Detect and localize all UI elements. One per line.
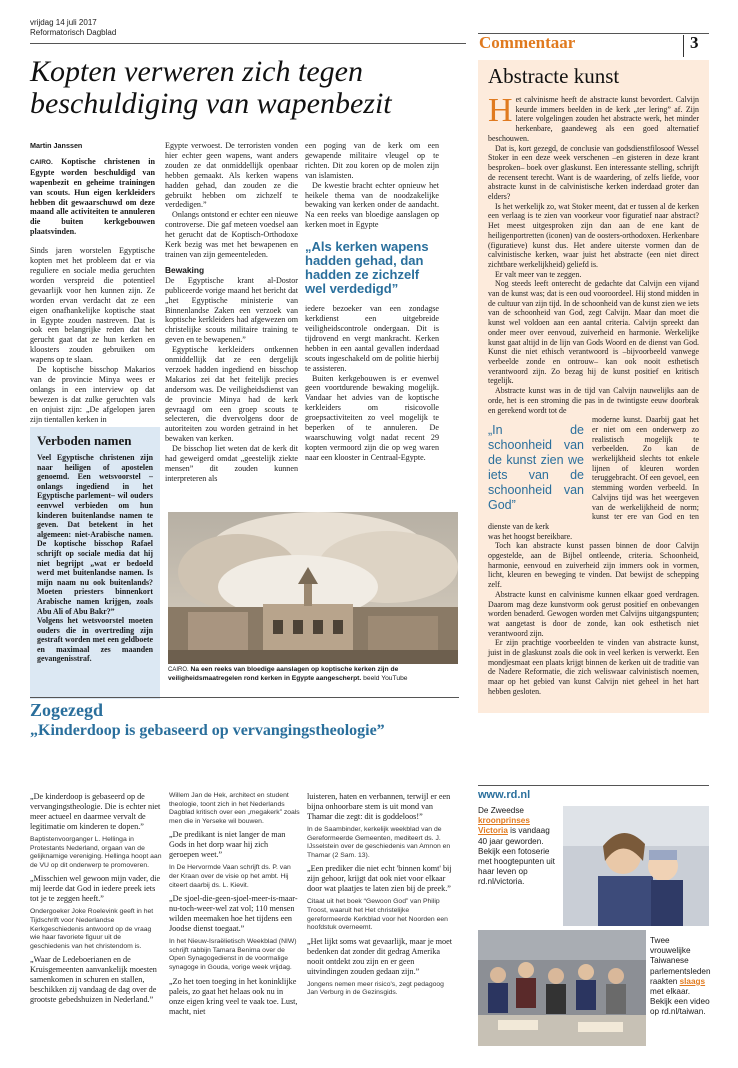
commentaar-title: Abstracte kunst [488,64,620,88]
quote-source: Willem Jan de Hek, architect en student theologie, toont zich in het Nederlands Dagblad kritisch over een „megakerk” zoals men die in Yerseke wil bouwen. [169,792,300,825]
web-item-victoria[interactable]: De Zweedse kroonprinses Victoria is vandaag 40 jaar geworden. Bekijk een fotoserie met hoogtepunten uit haar leven op rd.nl/victoria. [478,806,555,887]
paragraph: Nog steeds leeft onterecht de gedachte dat Calvijn een vijand van de kunst was; dat is een oud vooroordeel. Hij stond midden in de cultuur van zijn tijd. In de schoonheid van de kunst zien we iets van de schoonheid van God, zegt Calvijn. Maar dan moet die kunst wel voldoen aan een aantal criteria. Calvijn spreekt dan onder meer over eenvoud, zuiverheid en harmonie. Werkelijke kunst gaat altijd in de lijn van Gods Woord en de dienst van God. Kunst die niet ethisch verantwoord is –bijvoorbeeld vanwege verbeelde zonde en ontrouw– kan ook nooit esthetisch verantwoord zijn. Zo bezag hij de kunst positief en kritisch tegelijk. [488,279,699,386]
paragraph: Abstracte kunst en calvinisme kunnen elkaar goed verdragen. Daarom mag deze kunstvorm ook gerust positief en onbevangen worden benaderd. Gewogen worden met Calvijns uitgangspunten; wat aangetast is door de zonde, kan ook esthetisch niet verantwoord zijn. [488,589,699,638]
quote-source: Ondergoeker Joke Roelevink geeft in het Tijdschrift voor Nederlandse Kerkgeschiedenis antwoord op de vraag wie haar favoriete figuur uit de geschiedenis van het christendom is. [30,908,154,950]
byline: Martin Janssen [30,141,83,150]
zogezegd-title: Zogezegd [30,700,103,720]
paragraph: Is het werkelijk zo, wat Stoker meent, dat er tussen al de kerken een verlaag is te zien van voorkeur voor figuratief naar abstract? Het meest uitgesproken zijn dan aan de ene kant de heiligenportretten (iconen) van de oosters-orthodoxen. Herkenbare (figuratieve) kunst dus. Het andere uiterste vormen dan de calvinistische kerken, waar juist het abstracte (een niet direct zichtbare werkelijkheid) geliefd is. [488,201,699,269]
paragraph: Egyptische kerkleiders ontkennen onmiddellijk dat ze een dergelijk verzoek hadden ingediend en bisschop Makarios zei dat het feitelijk precies andersom was. De veiligheidsdienst van de provincie Minya had de kerk gevraagd om een groep scouts te selecteren, die dvervolgens door de autoriteiten zou worden getraind in het bewaken van kerken. [165,345,298,444]
sidebar-title: Verboden namen [37,433,132,448]
quote: „Zo het toen toeging in het koninklijke paleis, zo gaat het helaas ook nu in onze eigen kring veel te vaak toe. Lust, macht, niet [169,976,298,1016]
page-number-divider [683,35,684,57]
victoria-link[interactable]: kroonprinses Victoria [478,816,530,836]
paragraph: De kwestie bracht echter opnieuw het heikele thema van de noodzakelijke bewaking van kerken onder de aandacht. Na een reeks van bloedige aanslagen op kerken moet in Egypte [305,180,439,230]
pullquote-wrap [488,415,699,531]
quote: „De sjoel-die-geen-sjoel-meer-is-maar-nu-toch-weer-wel zat vol; 110 mensen wilden meemaken hoe het tijdens een Joodse dienst toegaat.” [169,894,298,934]
quote-source: In de Saambinder, kerkelijk weekblad van de Gereformeerde Gemeenten, mediteert ds. J. IJsselstein over de geschiedenis van Amnon en Thamar (2 Sam. 13). [307,826,451,859]
paragraph: De koptische bisschop Makarios van de provincie Minya wees er onlangs in een interview op dat bewezen is dat zulke geruchten vals en onjuist zijn: „De afgelopen jaren zijn tientallen kerken in [30,365,155,424]
quote-source: In De Hervormde Vaan schrijft ds. P. van der Kraan over de visie op het ambt. Hij citeert daarbij ds. L. Kievit. [169,864,291,889]
quote-source: In het Nieuw-Israëlietisch Weekblad (NIW) schrijft rabbijn Tamara Benima over de Open Synagogedienst in de voormalige synagoge in Gouda, vorige week vrijdag. [169,938,297,971]
section-label: Commentaar [479,33,576,52]
quote: „De predikant is niet langer de man Gods in het dorp waar hij zich geroepen weet.” [169,830,286,860]
paragraph: moderne kunst. Daarbij gaat het er niet om een onderwerp zo realistisch mogelijk te verbeelden. Zo kan de werkelijkheid slechts tot enkele lijnen of kleuren worden teruggebracht. Of een gevoel, een stemming worden verbeeld. In Calvijns tijd was het weergeven van de werkelijkheid de norm; kunst ter ere van God en ten dienste van de kerk [488,415,699,531]
web-rule [478,785,709,786]
victoria-photo[interactable] [563,806,709,926]
zogezegd-col-3 [307,792,455,1002]
paragraph: Dat is, kort gezegd, de conclusie van godsdienstfilosoof Wessel Stoker in een deze week verschenen –en gisteren in deze krant besproken– boek over glaskunst. Een interessante stelling, schrijft de recensent terecht. Want is de waardering, of zelfs liefde, voor abstracte kunst in de calvinistische kerken inderdaad groter dan elders? [488,143,699,202]
paragraph: een poging van de kerk om een gewapende militaire vleugel op te richten. Dit zou koren op de molen zijn van islamisten. [305,141,439,180]
sidebar-body: Veel Egyptische christenen zijn naar heiligen of apostelen genoemd. Een wetsvoorstel –onlangs ingediend in het Egyptische parlement– wil ouders eenvwel verbieden om hun kinderen buitenlandse namen te geven. Dat betekent in het algemeen: niet-Arabische namen. De koptische bisschop Rafael schrijft op sociale media dat hij niet begrijpt „wat er bedoeld werd met buitenlandse namen. Is mijn naam nu ook buitenlands? Moeten priesters binnenkort Arabische namen krijgen, zoals Abu Ali of Abu Bakr?” Volgens het wetsvoorstel moeten ouders die in overtreding zijn gestraft worden met een geldboete en maximaal zes maanden gevangenisstraf. [37,453,153,664]
quote-source: Citaat uit het boek “Gewoon God” van Philip Troost, waaruit het Het christelijke gereformeerde Kerkblad voor het Noorden een hoofdstuk overneemt. [307,898,448,932]
taiwan-link[interactable]: slaags [679,976,706,986]
paragraph: Sinds jaren worstelen Egyptische kopten met het probleem dat er via reguliere en sociale media geruchten worden verspreid die potentieel gevaarlijk voor hen kunnen zijn. Ze worden ervan verdacht dat ze een eigen onafhankelijke koptische staat in Egypte zouden nastreven. Dat is ook een belangrijke reden dat het gerucht gaat dat ze hun kerken en kloosters zouden gebruiken om wapens op te slaan. [30,246,155,365]
quote: „De kinderdoop is gebaseerd op de vervangingstheologie. Die is echter niet meer actueel en daarmee vervalt de legitimatie om kinderen te dopen.” [30,792,161,831]
commentaar-first-paragraph: Het calvinisme heeft de abstracte kunst bevordert. Calvijn keurde immers beelden in de kerk „ter lering” af. Zijn latere volgelingen zouden het abstracte werk, het minder herkenbare, gaandeweg als een goed alternatief beschouwen. [488,92,699,143]
issue-date: vrijdag 14 juli 2017 [30,18,97,27]
paragraph: Er valt meer van te zeggen. [495,269,582,279]
article-col-2 [165,141,298,484]
paragraph: Egypte verwoest. De terroristen vonden hier echter geen wapens, want anders zouden ze dat onmiddellijk openbaar hebben gemaakt. Als kerken wapens hadden gehad, dan zouden ze die gebruikt hebben om zichzelf te verdedigen.” [165,141,298,210]
sidebar-verboden-namen [30,427,160,699]
zogezegd-col-2 [169,792,300,1021]
article-lead: CAIRO. Koptische christenen in Egypte worden beschuldigd van wapenbezit en geheime trainingen van scouts. Hun eigen kerkleiders hebben dit gewaarschuwd om deze maand alle activiteiten te annuleren die buiten kerkgebouwen plaatsvinden. [30,156,156,237]
paper-name: Reformatorisch Dagblad [30,28,117,37]
paragraph: Buiten kerkgebouwen is er evenwel geen voortdurende bewaking mogelijk. Vandaar het advies van de koptische kerkleiders om risicovolle groepsactiviteiten zo veel mogelijk te beperken of te annuleren. De waarschuwing volgt nadat recent 29 kopten vermoord zijn die op weg waren naar een klooster in Centraal-Egypte. [305,373,439,462]
masthead-rule [30,43,466,44]
subhead-bewaking: Bewaking [165,264,205,275]
pull-quote: „Als kerken wapens hadden gehad, dan hadden ze zichzelf wel verdedigd” [305,239,429,297]
commentaar-body [488,92,699,697]
taiwan-photo[interactable] [478,930,646,1046]
web-site-label: www.rd.nl [478,789,531,801]
quote: „Misschien wel gewoon mijn vader, die mij leerde dat God in iedere preek iets tot je te zeggen heeft.” [30,874,161,904]
article-col-3 [305,141,439,463]
photo-parliament-crowd-image [478,930,646,1046]
commentaar-box [478,60,709,713]
smoke-over-church-image [168,512,458,664]
quote-source: Baptistenvoorganger L. Hellinga in Protestants Nederland, orgaan van de gelijknamige vereniging. Hellinga hoopt aan de VU op dit onderwerp te promoveren. [30,836,162,869]
quote: „Het lijkt soms wat gevaarlijk, maar je moet bedenken dat zonder dit gedrag Amerika nooit ontdekt zou zijn en er geen uitvindingen zouden gedaan zijn.” [307,936,453,976]
photo-caption: CAIRO. Na een reeks van bloedige aanslagen op koptische kerken zijn de veiligheidsmaatregelen rond kerken in Egypte aangescherpt. beeld YouTube [168,666,408,682]
article-photo [168,512,458,664]
commentaar-pull-quote: „In de schoonheid van de kunst zien we iets van de schoonheid van God” [488,423,584,513]
page-number: 3 [690,33,699,52]
paragraph: De bisschop liet weten dat de kerk dit had geweigerd omdat „geestelijk ziekte mensen” dit zouden kunnen interpreteren als [165,444,298,483]
paragraph: Er zijn prachtige voorbeelden te vinden van abstracte kunst, juist in de glaskunst zoals die ook in veel kerken is verwerkt. Een mondjesmaat een plaats krijgt binnen de kerken uit de traditie van de Nadere Reformatie, die zich weliswaar calvinistisch noemen, maar op het gebied van kunst Calvijn niet geheel in het hart hebben gesloten. [488,638,699,696]
photo-woman-with-child-image [563,806,709,926]
paragraph: was het hoogst bereikbare. [488,531,573,541]
quote: luisteren, haten en verbannen, terwijl er een bijna onhoorbare stem is uit mond van Thamar die zegt: dit is goddeloos!” [307,792,451,821]
masthead-left [30,18,116,38]
paragraph: Onlangs ontstond er echter een nieuwe controverse. Die gaf meteen voedsel aan het gerucht dat de Koptisch-Orthodoxe Kerk bezig was met het bewapenen en trainen van zijn gemeenteleden. [165,210,298,259]
paragraph: Abstracte kunst was in de tijd van Calvijn nauwelijks aan de orde, het is een stroming die pas in de twintigste eeuw doorbrak en gerekend wordt tot de [488,386,699,415]
drop-cap: H [488,92,513,129]
paragraph: iedere bezoeker van een zondagse kerkdienst een uitgebreide veiligheidscontrole ondergaan. Dit is tijdrovend en vergt mankracht. Kerken hebben in een aantal gevallen inderdaad scouts ingeschakeld om de politie hierbij te assisteren. [305,304,439,373]
zogezegd-col-1 [30,792,162,1009]
quote: „Waar de Ledeboerianen en de Kruisgemeenten aanvankelijk moesten samenkomen in schuren en stallen, beschikken zij vandaag de dag over de grootste gebedshuizen in Nederland.” [30,955,157,1005]
quote: „Een prediker die niet echt 'binnen komt' bij zijn gehoor, krijgt dat ook niet voor elkaar door wat plaatjes te laten zien bij de preek.” [307,864,452,894]
zogezegd-headline: „Kinderdoop is gebaseerd op vervangingstheologie” [30,722,385,739]
paragraph: Toch kan abstracte kunst passen binnen de door Calvijn opgestelde, aan de Bijbel ontleende, criteria. Schoonheid, harmonie, eenvoud en zuiverheid zijn immers ook in vormen, licht, kleuren en beweging te vinden. Dat bewijst de schepping zelf. [488,541,699,590]
quote-source: Jongens nemen meer risico's, zegt pedagoog Jan Verburg in de Gezinsgids. [307,980,444,997]
web-item-taiwan[interactable]: Twee vrouwelijke Taiwanese parlementsleden raakten slaags met elkaar. Bekijk een video op rd.nl/taiwan. [650,936,711,1017]
paragraph: De Egyptische krant al-Dostor publiceerde vorige maand het bericht dat „het Egyptische ministerie van Binnenlandse Zaken een verzoek van koptische kerkleiders had afgewezen om christelijke scouts militaire training te geven en te bewapenen.” [165,275,298,345]
article-headline: Kopten verweren zich tegen beschuldiging van wapenbezit [30,55,392,120]
article-col-1 [30,141,155,424]
zogezegd-rule [30,697,459,698]
